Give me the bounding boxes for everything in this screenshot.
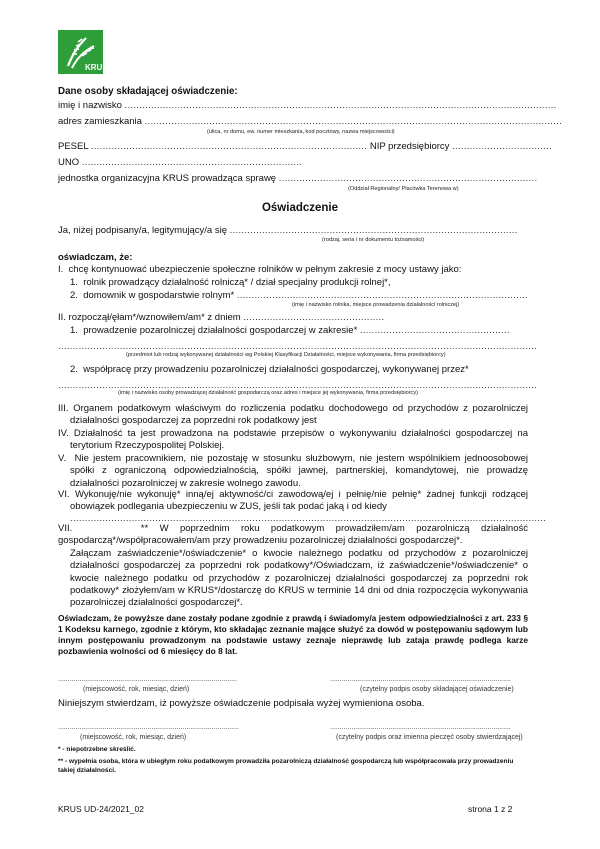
- address-label: adres zamieszkania: [58, 116, 142, 127]
- section-ii-2-caption: (imię i nazwisko osoby prowadzącej działalność gospodarczą oraz adres i miejsce jej wykonywania, firma przedsiębiorcy): [118, 390, 419, 396]
- section-ii-2-line[interactable]: ...................................................................................................................................................................: [58, 380, 538, 391]
- krus-wheat-logo-icon: [58, 30, 108, 74]
- note-2: ** - wypełnia osoba, która w ubiegłym roku podatkowym prowadziła pozarolniczą działalność gospodarczą lub współpracowała przy prowadzeniu takiej działalności.: [58, 758, 514, 774]
- uno-field[interactable]: UNO ...........................................................................: [58, 157, 303, 168]
- section-iv: IV. Działalność ta jest prowadzona na podstawie przepisów o wykonywaniu działalności gospodarczej na terytorium Rzeczypospolitej Polskiej.: [58, 428, 528, 452]
- section-ii-1-line[interactable]: ...................................................................................................................................................................: [58, 341, 538, 352]
- unit-caption: (Oddział Regionalny/ Placówka Terenowa w): [348, 186, 459, 192]
- signature-officer-line[interactable]: .............................................................................................: [330, 724, 511, 731]
- section-ii-1-text: 1. prowadzenie pozarolniczej działalności gospodarczej w zakresie*: [70, 325, 358, 336]
- place-date-2-caption: (miejscowość, rok, miesiąc, dzień): [80, 734, 187, 741]
- signature-person-caption: (czytelny podpis osoby składającej oświadczenie): [360, 686, 514, 693]
- pesel-label: PESEL: [58, 141, 89, 152]
- section-title: Dane osoby składającej oświadczenie:: [58, 86, 238, 97]
- id-field[interactable]: Ja, niżej podpisany/a, legitymujący/a się ..................................................................................................: [58, 225, 518, 236]
- name-label: imię i nazwisko: [58, 100, 122, 111]
- form-code: KRUS UD-24/2021_02: [58, 804, 144, 814]
- legal-statement: Oświadczam, że powyższe dane zostały podane zgodnie z prawdą i świadomy/a jestem odpowiedzialności z art. 233 § 1 Kodeksu karnego, zgodnie z którym, kto składając zeznanie mające służyć za dowód w postępowaniu sądowym lub innym postępowaniu prowadzonym na podstawie ustawy zeznaje nieprawdę lub zataja prawdę podlega karze pozbawienia wolności od 6 miesięcy do 8 lat.: [58, 613, 528, 657]
- statement-title: Oświadczenie: [261, 202, 339, 214]
- signature-person-line[interactable]: .............................................................................................: [330, 676, 511, 683]
- name-field[interactable]: imię i nazwisko ...................................................................................................................................................: [58, 100, 557, 111]
- page-number: strona 1 z 2: [468, 804, 513, 814]
- signature-officer-caption: (czytelny podpis oraz imienna pieczęć osoby stwierdzającej): [336, 734, 523, 741]
- section-i: I. chcę kontynuować ubezpieczenie społeczne rolników w pełnym zakresie z mocy ustawy jako:: [58, 264, 462, 275]
- section-v: V. Nie jestem pracownikiem, nie pozostaję w stosunku służbowym, nie jestem wspólnikiem jednoosobowej spółki z ograniczoną odpowiedzialnością, spółki jawnej, partnerskiej, komandytowej, nie prowadzę działalności pozarolniczej w zakresie wolnego zawodu.: [58, 453, 528, 489]
- section-ii[interactable]: II. rozpoczął/ęłam*/wznowiłem/am* z dniem ................................................: [58, 312, 385, 323]
- section-ii-1-caption: (przedmiot lub rodzaj wykonywanej działalności wg Polskiej Klasyfikacji Działalności, miejsce wykonywania, firma przedsiębiorcy): [126, 352, 446, 358]
- section-ii-1[interactable]: 1. prowadzenie pozarolniczej działalności gospodarczej w zakresie* ...................................................: [70, 325, 510, 336]
- section-i-2-text: 2. domownik w gospodarstwie rolnym*: [70, 290, 235, 301]
- section-iii: III. Organem podatkowym właściwym do rozliczenia podatku dochodowego od przychodów z pozarolniczej działalności gospodarczej za poprzedni rok podatkowy jest: [58, 403, 528, 427]
- address-caption: (ulica, nr domu, ew. numer mieszkania, kod pocztowy, nazwa miejscowości): [207, 129, 395, 135]
- uno-label: UNO: [58, 157, 80, 168]
- confirm-text: Niniejszym stwierdzam, iż powyższe oświadczenie podpisała wyżej wymieniona osoba.: [58, 698, 425, 709]
- pesel-field[interactable]: PESEL .............................................................................................. NIP przedsiębiorcy ..................................: [58, 141, 553, 152]
- section-i-1: 1. rolnik prowadzący działalność rolniczą* / dział specjalny produkcji rolnej*,: [70, 277, 391, 288]
- unit-field[interactable]: jednostka organizacyjna KRUS prowadząca sprawę ........................................................................................: [58, 173, 538, 184]
- krus-logo: [58, 30, 108, 74]
- section-i-2-caption: (imię i nazwisko rolnika, miejsce prowadzenia działalności rolniczej): [292, 302, 460, 308]
- declare-label: oświadczam, że:: [58, 252, 133, 263]
- id-caption: (rodzaj, seria i nr dokumentu tożsamości): [322, 237, 425, 243]
- section-vi-line[interactable]: ..................................................................................................................................................................: [70, 513, 547, 524]
- section-vii-b: Załączam zaświadczenie*/oświadczenie* o kwocie należnego podatku od przychodów z pozarolniczej działalności gospodarczej za poprzedni rok podatkowy*/Oświadczam, iż zaświadczenie*/oświadczenie* o kwocie należnego podatku od przychodów z pozarolniczej działalności gospodarczej za poprzedni rok podatkowy* złożyłem/am w KRUS*/dostarczę do KRUS w terminie 14 dni od dnia rozpoczęcia wykonywania pozarolniczej działalności gospodarczej*.: [70, 548, 528, 609]
- address-field[interactable]: adres zamieszkania ..............................................................................................................................................: [58, 116, 563, 127]
- note-1: * - niepotrzebne skreślić.: [58, 746, 136, 753]
- section-i-2[interactable]: 2. domownik w gospodarstwie rolnym* ...................................................................................................: [70, 290, 528, 301]
- intro-text: Ja, niżej podpisany/a, legitymujący/a się: [58, 225, 227, 236]
- unit-label: jednostka organizacyjna KRUS prowadząca sprawę: [58, 173, 277, 184]
- nip-label: NIP przedsiębiorcy: [369, 141, 450, 152]
- logo-text: KRUS: [85, 63, 108, 72]
- place-date-1-line[interactable]: ............................................................................................: [58, 676, 237, 683]
- section-vii-a: VII. ** W poprzednim roku podatkowym prowadziłem/am pozarolniczą działalność gospodarczą*/współpracowałem/am przy prowadzeniu pozarolniczej działalności gospodarczej*.: [58, 523, 528, 547]
- place-date-2-line[interactable]: .............................................................................................: [58, 724, 239, 731]
- section-ii-2: 2. współpracę przy prowadzeniu pozarolniczej działalności gospodarczej, wykonywanej przez*: [70, 364, 469, 375]
- section-ii-text: II. rozpoczął/ęłam*/wznowiłem/am* z dniem: [58, 312, 241, 323]
- section-vi: VI. Wykonuję/nie wykonuję* inną/ej aktywność/ci zawodową/ej i pełnię/nie pełnię* żadnej funkcji rodzącej obowiązek podlegania ubezpieczeniu w ZUS, jeśli tak podać jaką i od kiedy: [58, 489, 528, 513]
- place-date-1-caption: (miejscowość, rok, miesiąc, dzień): [83, 686, 190, 693]
